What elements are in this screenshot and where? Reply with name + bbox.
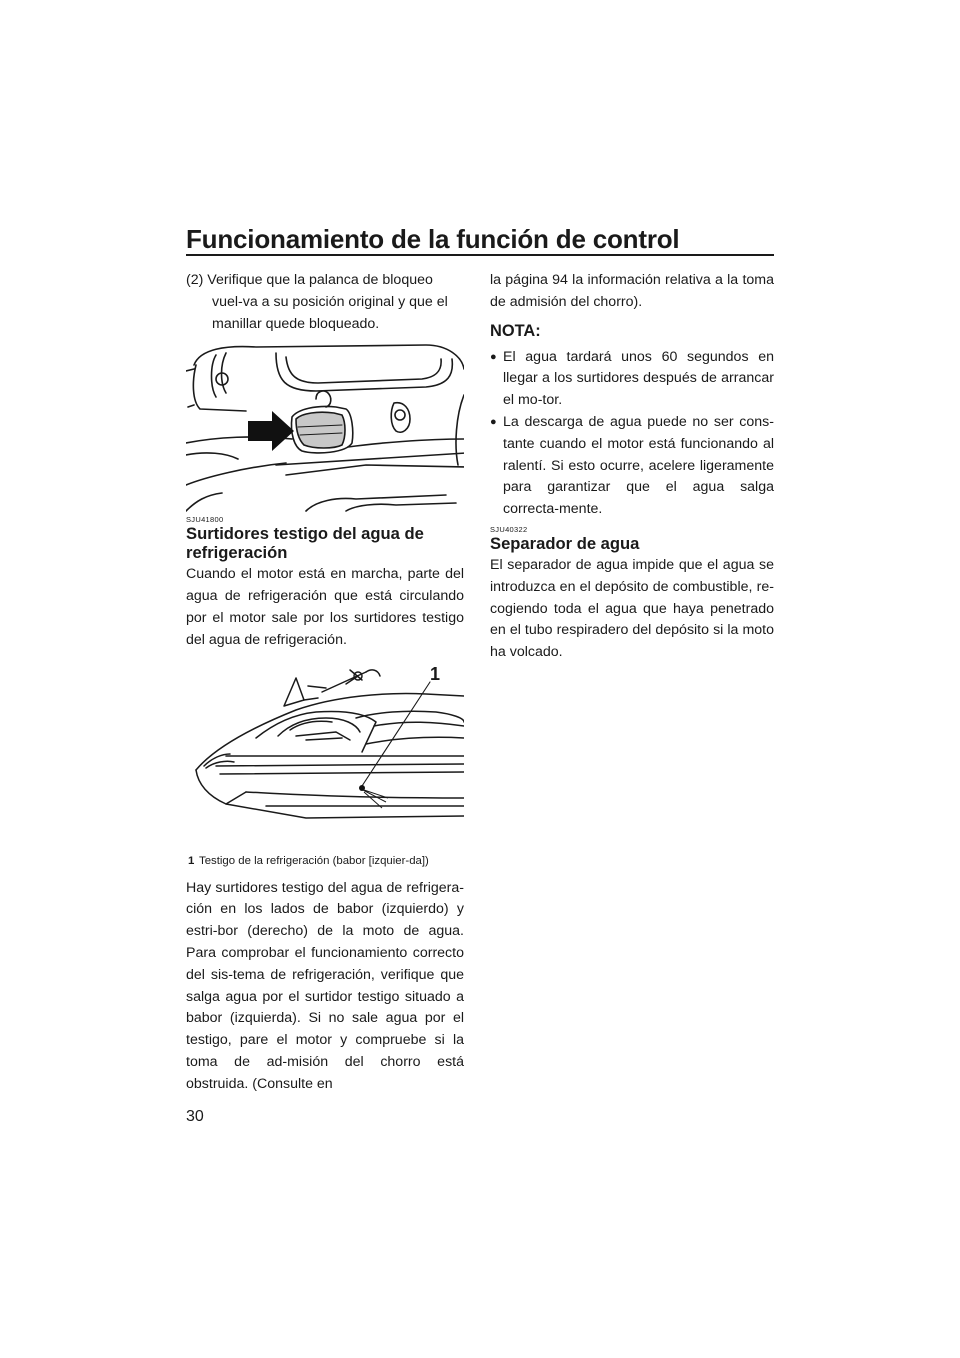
handlebar-lock-figure <box>186 335 464 515</box>
page-number: 30 <box>186 1108 204 1125</box>
body-paragraph: Hay surtidores testigo del agua de refrigera-ción en los lados de babor (izquierdo) y estri-bor (derecho) de la moto de agua. Para comprobar el funcionamiento correcto del sis-tema de refrigeración, verifique que salga agua por el surtidor testigo situado a babor (izquierda). Si no sale agua por el testigo, pare el motor y compruebe si la toma de ad-misión del chorro está obstruida. (Consulte en <box>186 879 464 1092</box>
section-title: Surtidores testigo del agua de refrigeración <box>186 524 424 563</box>
section-title: Separador de agua <box>490 533 640 553</box>
bullet-icon: ● <box>490 350 497 363</box>
title-rule <box>186 254 774 256</box>
right-column <box>490 270 774 664</box>
section-code: SJU40322 <box>490 524 528 534</box>
figure-callout-1: 1 <box>430 665 441 684</box>
arrow-icon <box>248 411 294 451</box>
page-title: Funcionamiento de la función de control <box>186 224 680 254</box>
note-list <box>490 347 774 521</box>
bullet-icon: ● <box>490 415 497 428</box>
intro-paragraph: Cuando el motor está en marcha, parte del agua de refrigeración que está circulando por el motor sale por los surtidores testigo del agua de refrigeración. <box>186 566 464 648</box>
left-column <box>186 270 464 1096</box>
figure-caption <box>186 854 464 868</box>
note-item: ● La descarga de agua puede no ser cons-tante cuando el motor está funcionando al ralentí. Si esto ocurre, acelere ligeramente para garantizar que el agua salga correcta-mente. <box>490 413 774 518</box>
separator-paragraph: El separador de agua impide que el agua se introduzca en el depósito de combustible, re-cogiendo toda el agua que haya penetrado en el tubo respiradero del depósito si la moto ha volcado. <box>490 556 774 661</box>
note-item: ● El agua tardará unos 60 segundos en llegar a los surtidores después de arrancar el mo-tor. <box>490 348 774 409</box>
section-code: SJU41800 <box>186 515 224 525</box>
continuation-paragraph: la página 94 la información relativa a la toma de admisión del chorro). <box>490 272 774 310</box>
caption-number: 1 <box>188 854 195 867</box>
caption-text: Testigo de la refrigeración (babor [izquier-da]) <box>199 854 429 867</box>
step-2-text: (2) Verifique que la palanca de bloqueo vuel-va a su posición original y que el manillar quede bloqueado. <box>186 272 448 332</box>
watercraft-figure <box>186 666 464 846</box>
note-heading: NOTA: <box>490 321 541 340</box>
leader-line <box>362 682 430 786</box>
